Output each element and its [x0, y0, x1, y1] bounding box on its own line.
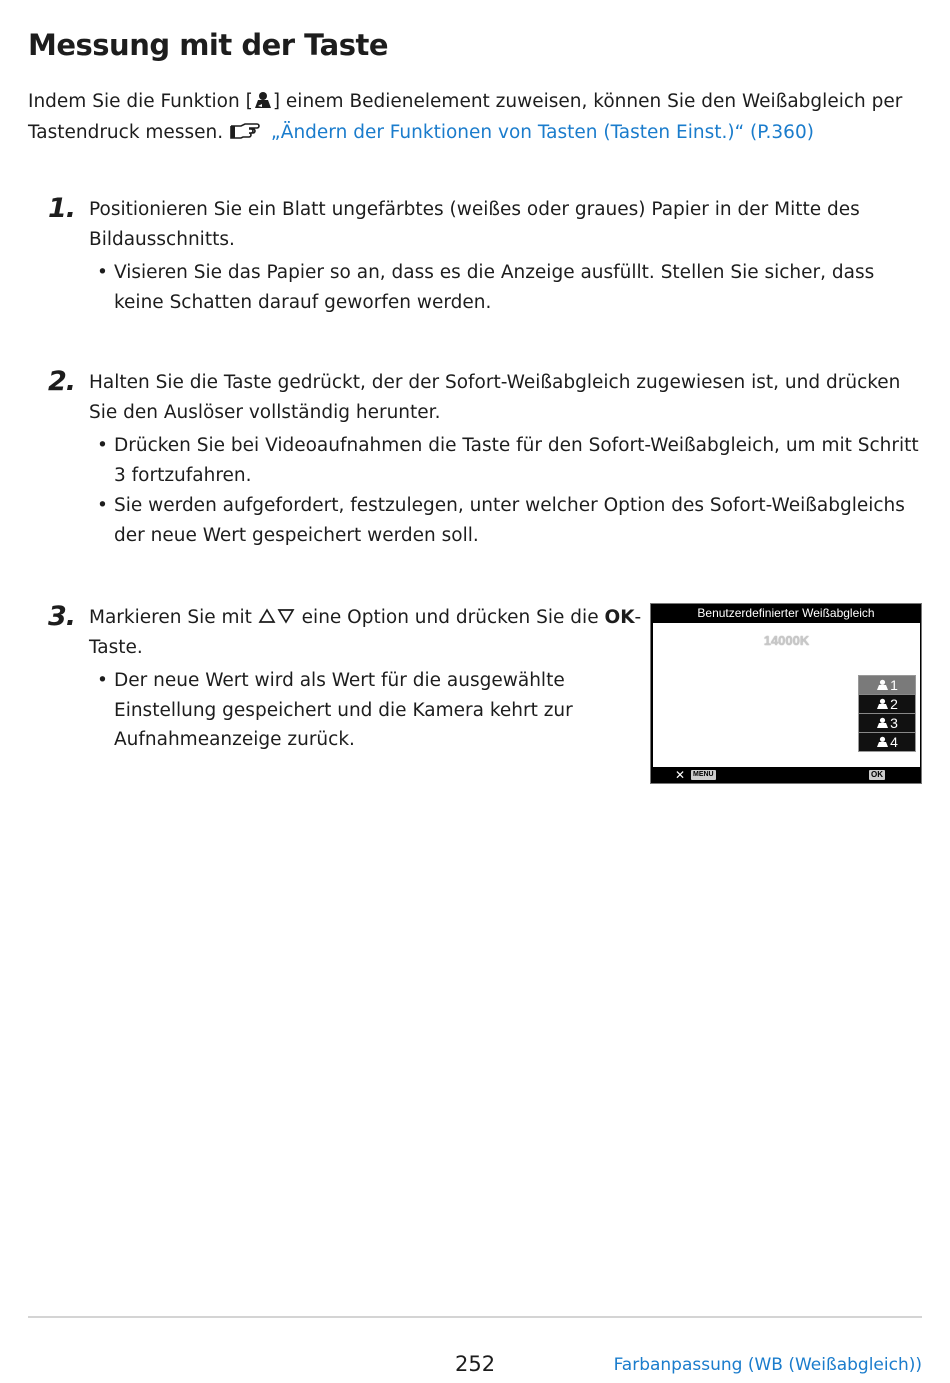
one-touch-wb-icon: [876, 698, 889, 710]
wb-option-label: 2: [890, 696, 898, 712]
kelvin-value: 14000K: [763, 633, 810, 648]
step-number: 2.: [48, 366, 76, 397]
one-touch-wb-icon: [876, 679, 889, 691]
screen-view: [653, 623, 920, 768]
bullet-list: [89, 666, 644, 755]
camera-screen-illustration: [650, 603, 922, 784]
step-number: 3.: [48, 601, 76, 632]
bullet-list: [89, 258, 909, 317]
intro-paragraph: [28, 86, 923, 148]
ok-key-label: OK: [871, 770, 883, 779]
one-touch-wb-icon: [253, 88, 273, 106]
step-number: 1.: [48, 193, 76, 224]
wb-option-1[interactable]: [859, 676, 915, 695]
step-body: [89, 603, 644, 756]
screen-footer: [651, 767, 921, 783]
bullet-list: [89, 431, 924, 550]
page-title: Messung mit der Taste: [28, 28, 389, 62]
wb-option-4[interactable]: [859, 733, 915, 751]
bullet-item: • Visieren Sie das Papier so an, dass es die Anzeige ausfüllt. Stellen Sie sicher, dass keine Schatten darauf geworfen werden.: [89, 258, 909, 317]
step-body: [89, 195, 909, 318]
bullet-item: • Der neue Wert wird als Wert für die ausgewählte Einstellung gespeichert und die Kamera kehrt zur Aufnahmeanzeige zurück.: [89, 666, 644, 755]
step-text-middle: eine Option und drücken Sie die: [301, 607, 599, 628]
footer-divider: [28, 1316, 922, 1318]
step-text: Halten Sie die Taste gedrückt, der der Sofort-Weißabgleich zugewiesen ist, und drücken Sie den Auslöser vollständig herunter.: [89, 372, 901, 423]
bullet-item: • Drücken Sie bei Videoaufnahmen die Taste für den Sofort-Weißabgleich, um mit Schritt 3 fortzufahren.: [89, 431, 924, 490]
down-arrow-icon: [276, 607, 296, 628]
step-text-end: -Taste.: [89, 607, 642, 658]
step-text: [89, 603, 644, 662]
wb-option-label: 4: [890, 734, 898, 750]
wb-option-2[interactable]: [859, 695, 915, 714]
close-icon: ✕: [675, 768, 686, 782]
wb-option-label: 3: [890, 715, 898, 731]
up-arrow-icon: [258, 607, 276, 628]
ok-button-label: OK: [604, 607, 635, 628]
step-text-start: Markieren Sie mit: [89, 607, 252, 628]
pointing-hand-icon: [229, 119, 265, 137]
menu-key-label: MENU: [693, 771, 714, 778]
bullet-item: • Sie werden aufgefordert, festzulegen, unter welcher Option des Sofort-Weißabgleichs der neue Wert gespeichert werden soll.: [89, 491, 924, 550]
screen-header: Benutzerdefinierter Weißabgleich: [651, 604, 921, 622]
page-number: 252: [455, 1352, 496, 1376]
wb-option-list: [858, 675, 916, 752]
wb-option-label: 1: [890, 677, 898, 693]
section-link[interactable]: Farbanpassung (WB (Weißabgleich)): [613, 1355, 922, 1375]
intro-text-1: Indem Sie die Funktion [: [28, 91, 253, 112]
intro-text-2: ] einem Bedienelement zuweisen, können Sie den Weißabgleich per Tastendruck messen.: [28, 91, 903, 143]
step-text: Positionieren Sie ein Blatt ungefärbtes (weißes oder graues) Papier in der Mitte des Bildausschnitts.: [89, 199, 860, 250]
cross-reference-link[interactable]: „Ändern der Funktionen von Tasten (Tasten Einst.)“ (P.360): [270, 122, 814, 143]
one-touch-wb-icon: [876, 736, 889, 748]
step-body: [89, 368, 924, 551]
wb-option-3[interactable]: [859, 714, 915, 733]
one-touch-wb-icon: [876, 717, 889, 729]
